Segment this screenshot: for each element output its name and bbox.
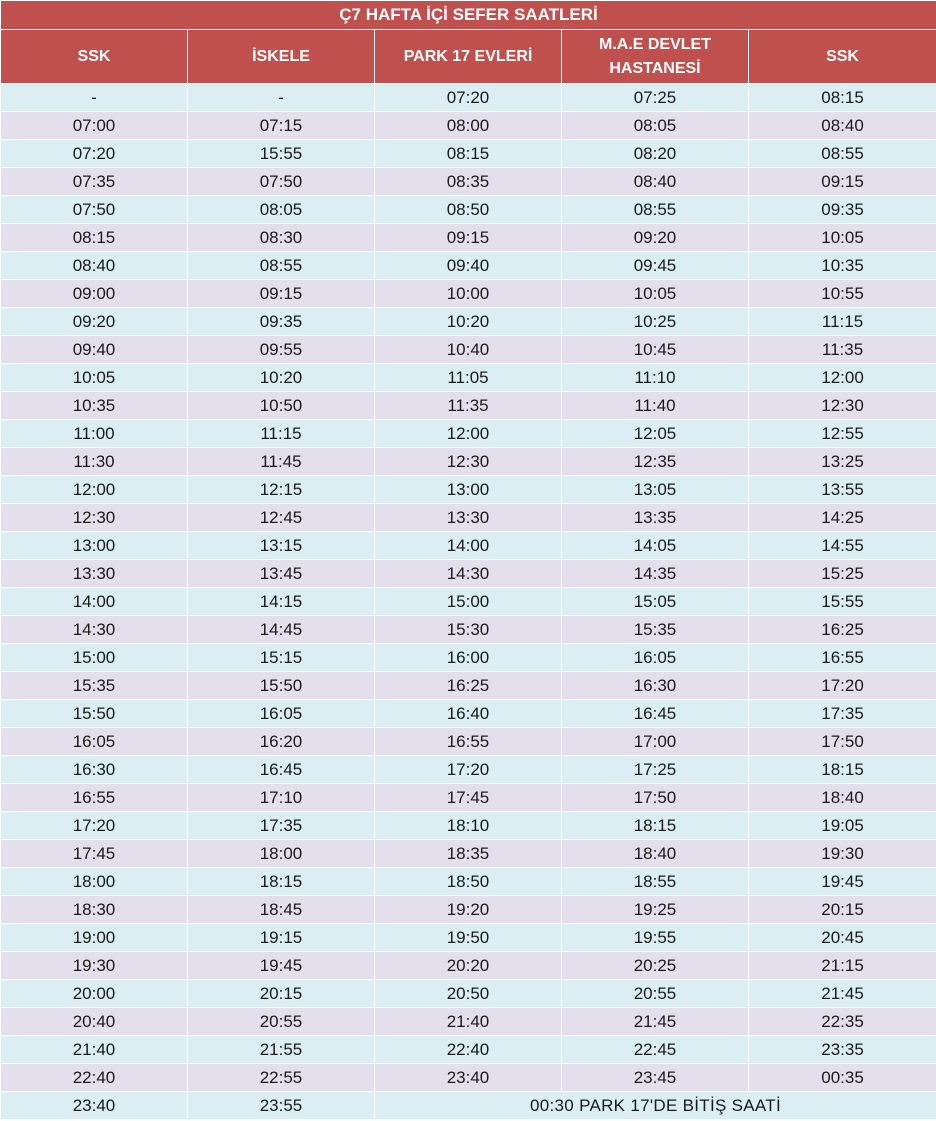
cell-ssk-start: 22:40 [1,1064,188,1092]
cell-park-17-evleri: 11:05 [375,364,562,392]
cell-park-17-evleri: 10:20 [375,308,562,336]
table-row [1,868,936,896]
cell-park-17-evleri: 15:30 [375,616,562,644]
cell-ssk-start: 07:35 [1,168,188,196]
cell-mae-devlet-hastanesi: 14:35 [562,560,749,588]
header-mae-devlet-hastanesi: M.A.E DEVLET HASTANESİ [562,30,749,84]
cell-mae-devlet-hastanesi: 17:50 [562,784,749,812]
cell-ssk-start: 07:20 [1,140,188,168]
cell-iskele: 17:35 [188,812,375,840]
cell-mae-devlet-hastanesi: 08:20 [562,140,749,168]
cell-ssk-start: 09:40 [1,336,188,364]
cell-mae-devlet-hastanesi: 15:05 [562,588,749,616]
cell-ssk-end: 11:15 [749,308,936,336]
cell-ssk-end: 18:40 [749,784,936,812]
table-row [1,532,936,560]
cell-park-17-evleri: 12:00 [375,420,562,448]
cell-ssk-start: - [1,84,188,112]
cell-park-17-evleri: 08:15 [375,140,562,168]
cell-ssk-end: 12:00 [749,364,936,392]
cell-ssk-end: 19:30 [749,840,936,868]
cell-park-17-evleri: 08:00 [375,112,562,140]
end-time-note: 00:30 PARK 17'DE BİTİŞ SAATİ [375,1092,936,1120]
cell-iskele: 09:35 [188,308,375,336]
cell-ssk-start: 12:30 [1,504,188,532]
cell-ssk-start: 19:00 [1,924,188,952]
schedule-body [1,84,936,1092]
cell-park-17-evleri: 16:40 [375,700,562,728]
cell-park-17-evleri: 22:40 [375,1036,562,1064]
cell-mae-devlet-hastanesi: 09:20 [562,224,749,252]
table-row [1,140,936,168]
cell-iskele: 16:05 [188,700,375,728]
cell-ssk-end: 20:15 [749,896,936,924]
cell-iskele: 16:45 [188,756,375,784]
cell-park-17-evleri: 20:20 [375,952,562,980]
cell-ssk-start: 13:00 [1,532,188,560]
cell-mae-devlet-hastanesi: 14:05 [562,532,749,560]
cell-ssk-start: 20:40 [1,1008,188,1036]
table-row [1,924,936,952]
cell-mae-devlet-hastanesi: 15:35 [562,616,749,644]
cell-ssk-end: 14:25 [749,504,936,532]
cell-mae-devlet-hastanesi: 16:45 [562,700,749,728]
cell-ssk-end: 19:05 [749,812,936,840]
table-row [1,840,936,868]
cell-park-17-evleri: 15:00 [375,588,562,616]
cell-ssk-start: 16:55 [1,784,188,812]
cell-iskele: 16:20 [188,728,375,756]
title-row [1,1,936,30]
table-row [1,1008,936,1036]
cell-park-17-evleri: 11:35 [375,392,562,420]
cell-ssk-start: 12:00 [1,476,188,504]
cell-ssk-end: 09:15 [749,168,936,196]
cell-mae-devlet-hastanesi: 11:40 [562,392,749,420]
cell-iskele: 19:15 [188,924,375,952]
cell-ssk-start: 17:45 [1,840,188,868]
cell-ssk-end: 15:55 [749,588,936,616]
table-row [1,588,936,616]
table-row [1,616,936,644]
cell-park-17-evleri: 19:20 [375,896,562,924]
cell-ssk-end: 23:35 [749,1036,936,1064]
cell-iskele: 13:15 [188,532,375,560]
table-row [1,1064,936,1092]
cell-ssk-start: 09:20 [1,308,188,336]
cell-park-17-evleri: 18:50 [375,868,562,896]
table-row [1,644,936,672]
cell-park-17-evleri: 23:40 [375,1064,562,1092]
cell-iskele: 15:15 [188,644,375,672]
cell-mae-devlet-hastanesi: 17:25 [562,756,749,784]
cell-iskele: 07:15 [188,112,375,140]
cell-park-17-evleri: 19:50 [375,924,562,952]
cell-mae-devlet-hastanesi: 22:45 [562,1036,749,1064]
cell-mae-devlet-hastanesi: 07:25 [562,84,749,112]
cell-ssk-end: 13:25 [749,448,936,476]
cell-ssk-end: 17:35 [749,700,936,728]
table-row [1,392,936,420]
cell-ssk-start: 09:00 [1,280,188,308]
cell-mae-devlet-hastanesi: 18:15 [562,812,749,840]
cell-iskele: - [188,84,375,112]
cell-park-17-evleri: 14:00 [375,532,562,560]
cell-ssk-start: 14:30 [1,616,188,644]
table-row [1,224,936,252]
cell-iskele: 09:15 [188,280,375,308]
cell-park-17-evleri: 09:40 [375,252,562,280]
table-title: Ç7 HAFTA İÇİ SEFER SAATLERİ [1,1,936,30]
cell-ssk-start: 21:40 [1,1036,188,1064]
cell-mae-devlet-hastanesi: 08:55 [562,196,749,224]
cell-ssk-end: 17:20 [749,672,936,700]
cell-ssk-start: 10:35 [1,392,188,420]
cell-ssk-end: 16:25 [749,616,936,644]
cell-park-17-evleri: 20:50 [375,980,562,1008]
cell-ssk-start: 11:00 [1,420,188,448]
table-row [1,252,936,280]
cell-mae-devlet-hastanesi: 20:25 [562,952,749,980]
cell-ssk-start: 16:30 [1,756,188,784]
cell-mae-devlet-hastanesi: 19:25 [562,896,749,924]
cell-ssk-start: 18:30 [1,896,188,924]
cell-ssk-end: 16:55 [749,644,936,672]
cell-mae-devlet-hastanesi: 17:00 [562,728,749,756]
cell-mae-devlet-hastanesi: 12:35 [562,448,749,476]
cell-ssk-start: 08:40 [1,252,188,280]
cell-park-17-evleri: 13:30 [375,504,562,532]
cell-mae-devlet-hastanesi: 13:05 [562,476,749,504]
header-ssk-start: SSK [1,30,188,84]
table-row [1,336,936,364]
cell-park-17-evleri: 21:40 [375,1008,562,1036]
table-row [1,196,936,224]
cell-mae-devlet-hastanesi: 18:55 [562,868,749,896]
cell-iskele: 21:55 [188,1036,375,1064]
cell-ssk-start: 11:30 [1,448,188,476]
cell-ssk-end: 13:55 [749,476,936,504]
table-row [1,756,936,784]
cell-mae-devlet-hastanesi: 20:55 [562,980,749,1008]
cell-iskele: 17:10 [188,784,375,812]
table-row [1,812,936,840]
header-row [1,30,936,84]
cell-park-17-evleri: 16:00 [375,644,562,672]
table-row [1,420,936,448]
table-row [1,952,936,980]
cell-mae-devlet-hastanesi: 08:40 [562,168,749,196]
cell-ssk-end: 21:15 [749,952,936,980]
cell-iskele: 20:15 [188,980,375,1008]
cell-ssk-end: 18:15 [749,756,936,784]
last-row [1,1092,936,1120]
cell-ssk-start: 20:00 [1,980,188,1008]
cell-ssk-end: 15:25 [749,560,936,588]
cell-iskele: 14:15 [188,588,375,616]
cell-ssk-end: 21:45 [749,980,936,1008]
table-row [1,980,936,1008]
cell-park-17-evleri: 10:00 [375,280,562,308]
cell-iskele: 10:50 [188,392,375,420]
table-row [1,448,936,476]
cell-iskele: 20:55 [188,1008,375,1036]
cell-ssk-start: 14:00 [1,588,188,616]
cell-iskele: 12:15 [188,476,375,504]
cell-park-17-evleri: 10:40 [375,336,562,364]
cell-iskele: 22:55 [188,1064,375,1092]
cell-ssk-end: 10:55 [749,280,936,308]
table-row [1,1036,936,1064]
table-row [1,560,936,588]
cell-mae-devlet-hastanesi: 16:05 [562,644,749,672]
cell-mae-devlet-hastanesi: 10:05 [562,280,749,308]
table-row [1,700,936,728]
last-row-iskele: 23:55 [188,1092,375,1120]
cell-iskele: 10:20 [188,364,375,392]
cell-iskele: 12:45 [188,504,375,532]
cell-park-17-evleri: 13:00 [375,476,562,504]
cell-ssk-start: 19:30 [1,952,188,980]
cell-iskele: 08:05 [188,196,375,224]
cell-park-17-evleri: 12:30 [375,448,562,476]
cell-ssk-start: 07:00 [1,112,188,140]
cell-ssk-start: 07:50 [1,196,188,224]
cell-mae-devlet-hastanesi: 09:45 [562,252,749,280]
cell-ssk-start: 15:50 [1,700,188,728]
cell-mae-devlet-hastanesi: 10:45 [562,336,749,364]
cell-park-17-evleri: 07:20 [375,84,562,112]
cell-ssk-end: 08:40 [749,112,936,140]
cell-ssk-end: 12:30 [749,392,936,420]
cell-iskele: 15:55 [188,140,375,168]
cell-ssk-start: 16:05 [1,728,188,756]
cell-iskele: 19:45 [188,952,375,980]
cell-iskele: 18:15 [188,868,375,896]
cell-ssk-end: 12:55 [749,420,936,448]
cell-ssk-end: 10:05 [749,224,936,252]
cell-ssk-end: 10:35 [749,252,936,280]
cell-park-17-evleri: 17:45 [375,784,562,812]
cell-mae-devlet-hastanesi: 13:35 [562,504,749,532]
cell-ssk-end: 19:45 [749,868,936,896]
table-row [1,728,936,756]
cell-mae-devlet-hastanesi: 12:05 [562,420,749,448]
table-row [1,280,936,308]
cell-ssk-start: 10:05 [1,364,188,392]
table-row [1,784,936,812]
cell-mae-devlet-hastanesi: 08:05 [562,112,749,140]
cell-ssk-end: 20:45 [749,924,936,952]
cell-park-17-evleri: 09:15 [375,224,562,252]
cell-iskele: 18:00 [188,840,375,868]
cell-mae-devlet-hastanesi: 16:30 [562,672,749,700]
cell-mae-devlet-hastanesi: 10:25 [562,308,749,336]
cell-iskele: 18:45 [188,896,375,924]
cell-park-17-evleri: 16:25 [375,672,562,700]
cell-ssk-start: 13:30 [1,560,188,588]
cell-ssk-end: 08:55 [749,140,936,168]
cell-ssk-start: 08:15 [1,224,188,252]
header-ssk-end: SSK [749,30,936,84]
cell-iskele: 15:50 [188,672,375,700]
header-park-17-evleri: PARK 17 EVLERİ [375,30,562,84]
header-iskele: İSKELE [188,30,375,84]
table-row [1,112,936,140]
cell-park-17-evleri: 14:30 [375,560,562,588]
cell-ssk-start: 17:20 [1,812,188,840]
cell-park-17-evleri: 08:50 [375,196,562,224]
cell-ssk-start: 15:00 [1,644,188,672]
table-row [1,896,936,924]
table-row [1,364,936,392]
table-row [1,476,936,504]
cell-park-17-evleri: 08:35 [375,168,562,196]
cell-park-17-evleri: 18:35 [375,840,562,868]
cell-mae-devlet-hastanesi: 11:10 [562,364,749,392]
cell-ssk-end: 00:35 [749,1064,936,1092]
cell-mae-devlet-hastanesi: 21:45 [562,1008,749,1036]
cell-ssk-start: 15:35 [1,672,188,700]
cell-iskele: 07:50 [188,168,375,196]
cell-iskele: 08:30 [188,224,375,252]
cell-ssk-end: 22:35 [749,1008,936,1036]
cell-park-17-evleri: 16:55 [375,728,562,756]
cell-iskele: 09:55 [188,336,375,364]
cell-ssk-start: 18:00 [1,868,188,896]
cell-ssk-end: 17:50 [749,728,936,756]
cell-mae-devlet-hastanesi: 19:55 [562,924,749,952]
cell-iskele: 14:45 [188,616,375,644]
cell-park-17-evleri: 18:10 [375,812,562,840]
cell-ssk-end: 08:15 [749,84,936,112]
last-row-ssk: 23:40 [1,1092,188,1120]
cell-ssk-end: 09:35 [749,196,936,224]
cell-ssk-end: 14:55 [749,532,936,560]
table-row [1,84,936,112]
cell-mae-devlet-hastanesi: 23:45 [562,1064,749,1092]
table-row [1,504,936,532]
table-row [1,672,936,700]
table-row [1,168,936,196]
table-row [1,308,936,336]
cell-ssk-end: 11:35 [749,336,936,364]
cell-park-17-evleri: 17:20 [375,756,562,784]
cell-iskele: 11:45 [188,448,375,476]
cell-iskele: 11:15 [188,420,375,448]
cell-iskele: 13:45 [188,560,375,588]
cell-iskele: 08:55 [188,252,375,280]
cell-mae-devlet-hastanesi: 18:40 [562,840,749,868]
